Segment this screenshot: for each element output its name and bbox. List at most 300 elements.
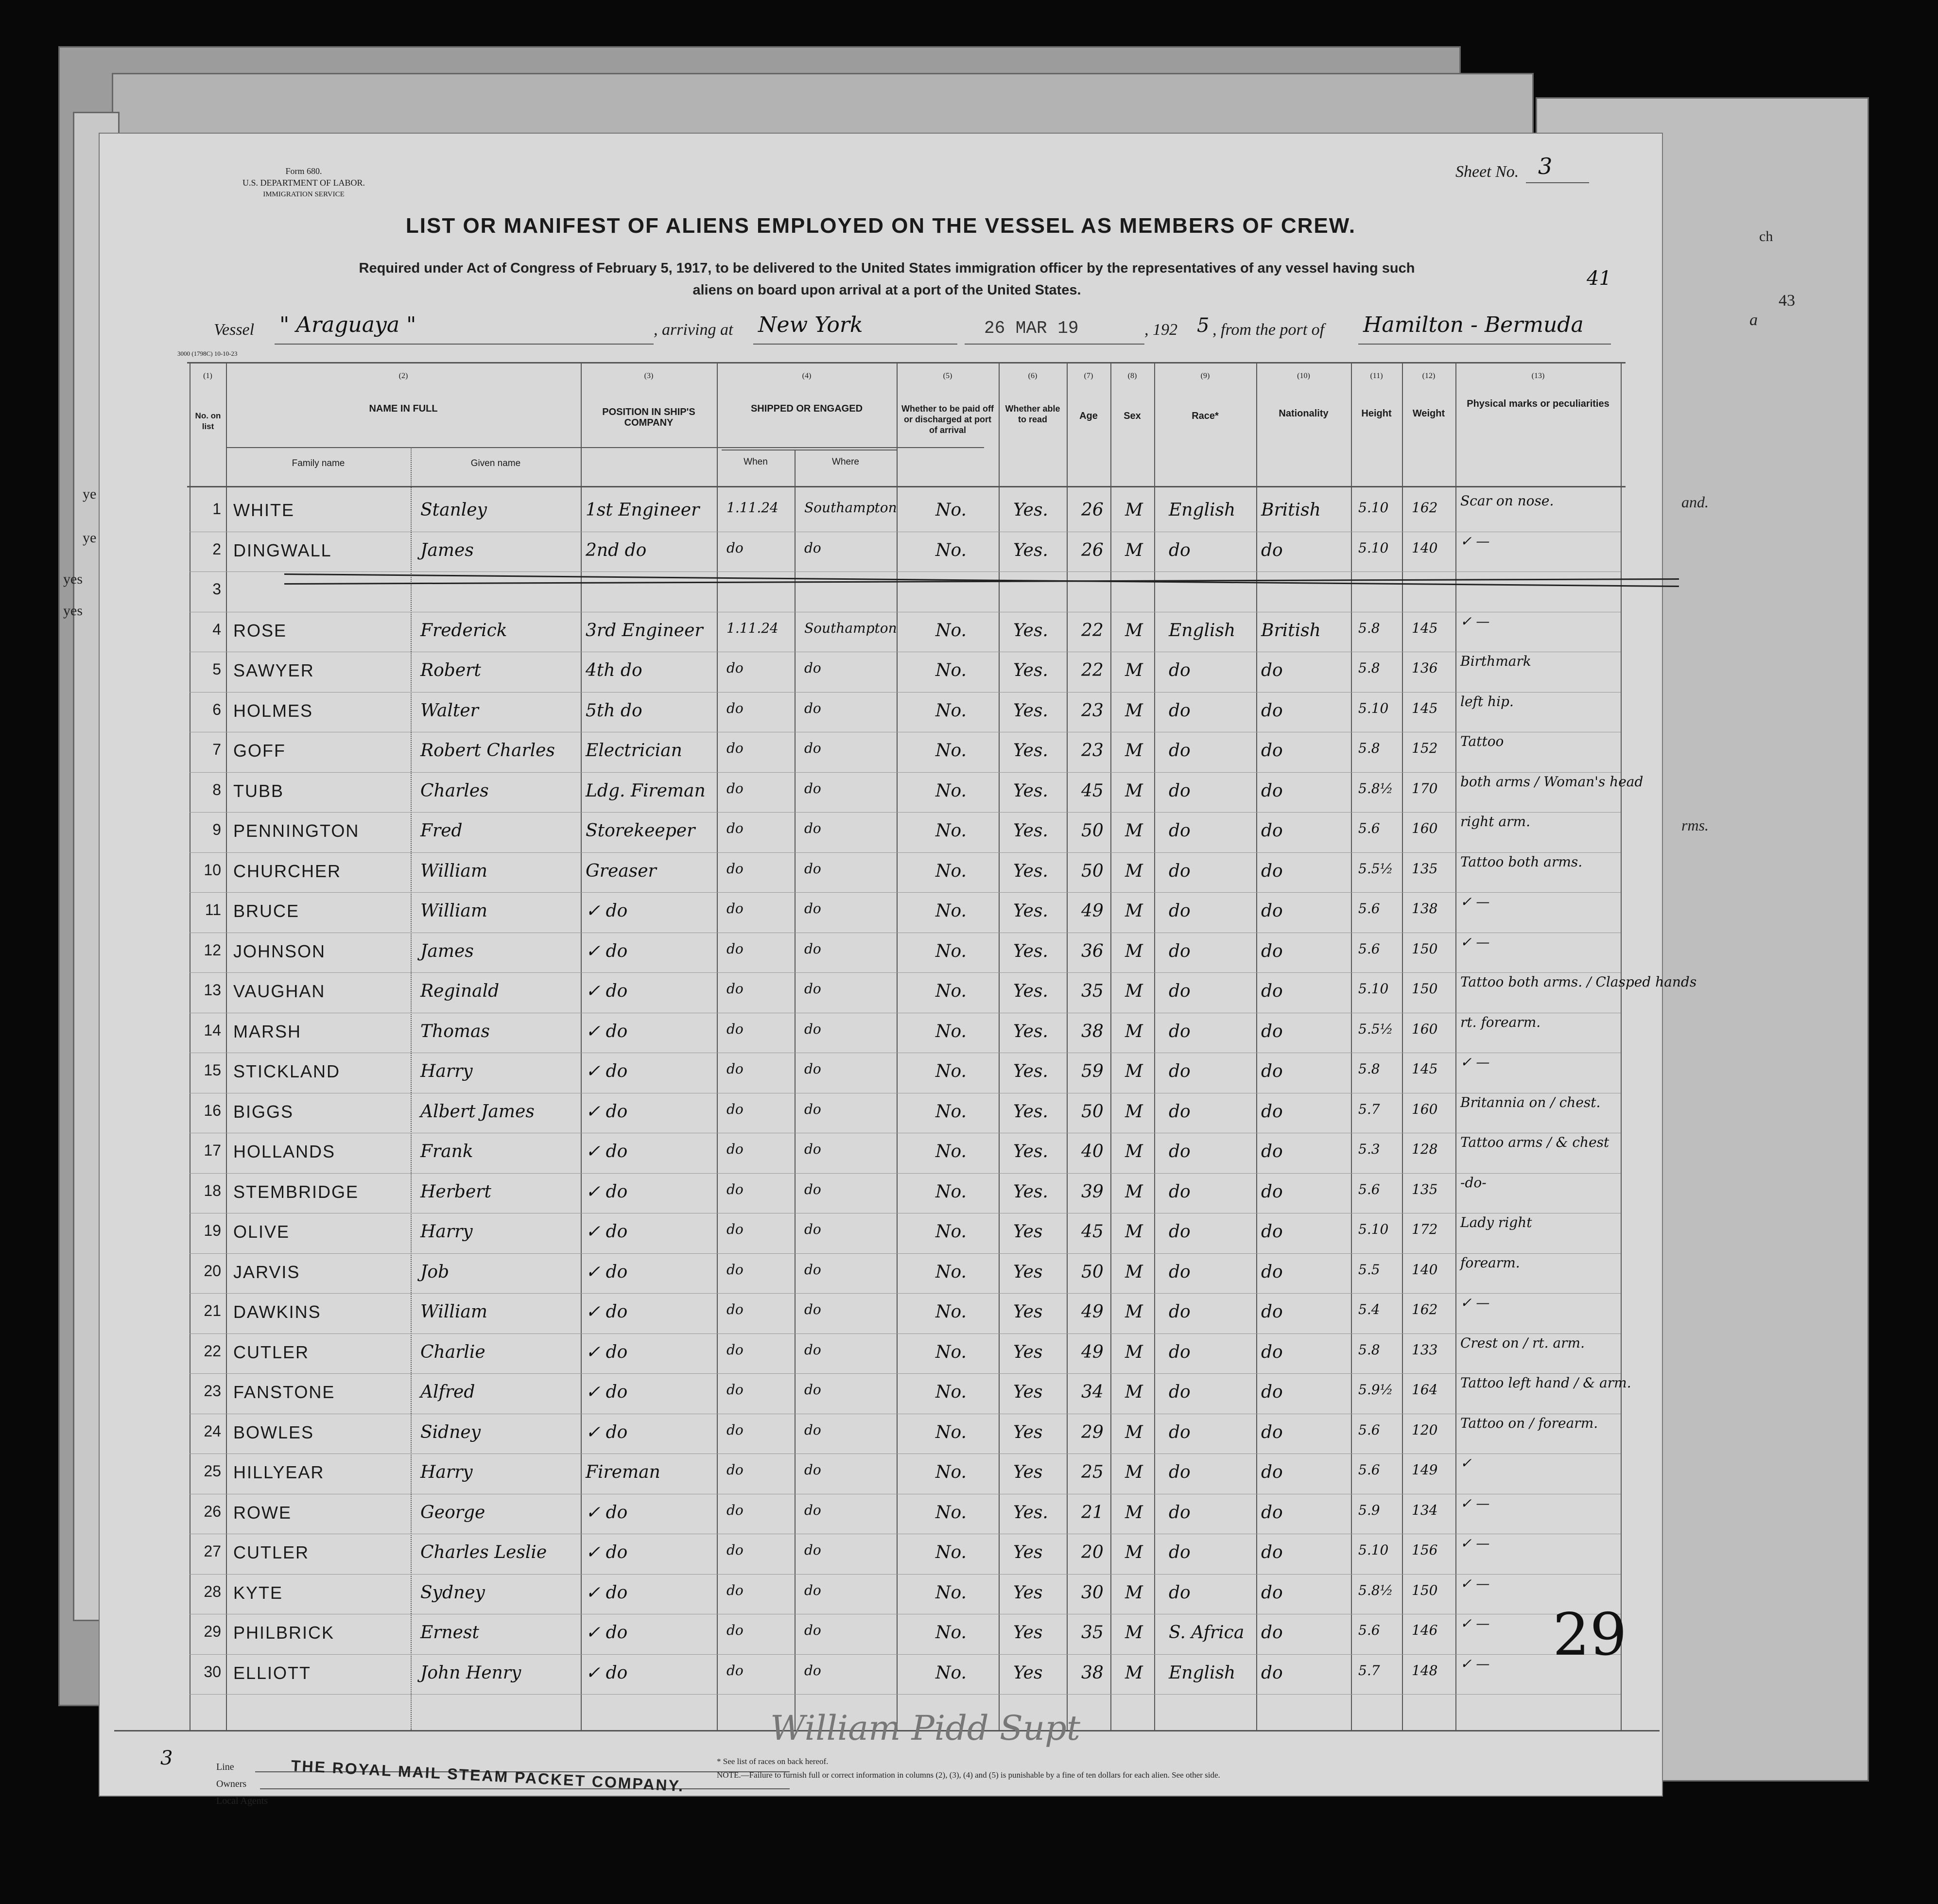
header-marks: Physical marks or peculiarities	[1467, 398, 1609, 409]
paid-off: No.	[935, 1582, 967, 1603]
weight: 160	[1412, 820, 1438, 836]
race: do	[1169, 1502, 1191, 1523]
family-name: BRUCE	[233, 901, 300, 921]
position: Fireman	[586, 1462, 660, 1482]
header-where: Where	[832, 457, 859, 467]
nationality: do	[1261, 981, 1283, 1001]
able-to-read: Yes.	[1013, 500, 1048, 520]
col-num: (4)	[802, 372, 812, 380]
table-row	[100, 1215, 1662, 1255]
row-rule	[190, 1293, 1621, 1294]
sheet-number: 3	[1538, 153, 1553, 179]
race: English	[1169, 500, 1236, 520]
paid-off: No.	[935, 941, 967, 961]
col-num: (10)	[1297, 372, 1310, 380]
table-row	[100, 1015, 1662, 1055]
able-to-read: Yes	[1013, 1422, 1043, 1442]
weight: 162	[1412, 500, 1438, 516]
weight: 150	[1412, 940, 1438, 957]
age: 39	[1081, 1181, 1104, 1202]
able-to-read: Yes.	[1013, 620, 1048, 640]
given-name: Fred	[420, 821, 463, 841]
row-rule	[190, 852, 1621, 853]
given-name: Harry	[420, 1462, 473, 1482]
position: ✓ do	[586, 1262, 628, 1282]
able-to-read: Yes.	[1013, 941, 1048, 961]
sex: M	[1125, 1302, 1143, 1322]
family-name: BIGGS	[233, 1101, 294, 1122]
table-row	[100, 1295, 1662, 1335]
sex: M	[1125, 700, 1143, 721]
sex: M	[1125, 981, 1143, 1001]
engaged-where: do	[804, 1181, 821, 1197]
paid-off: No.	[935, 1302, 967, 1322]
row-number: 25	[204, 1462, 221, 1480]
height: 5.6	[1358, 1181, 1380, 1197]
paid-off: No.	[935, 540, 967, 560]
engaged-where: do	[804, 740, 821, 756]
height: 5.5	[1358, 1261, 1380, 1278]
sex: M	[1125, 1342, 1143, 1362]
sex: M	[1125, 1422, 1143, 1442]
table-row	[100, 1255, 1662, 1295]
engaged-when: do	[727, 780, 744, 796]
engaged-where: do	[804, 1221, 821, 1237]
given-name: Charles	[420, 780, 489, 801]
table-row	[100, 1536, 1662, 1575]
given-name: William	[420, 1302, 488, 1322]
row-number: 29	[204, 1623, 221, 1640]
age: 38	[1081, 1662, 1104, 1683]
position: ✓ do	[586, 1061, 628, 1081]
able-to-read: Yes	[1013, 1342, 1043, 1362]
sex: M	[1125, 1502, 1143, 1523]
company-stamp: THE ROYAL MAIL STEAM PACKET COMPANY.	[291, 1757, 685, 1795]
physical-marks: left hip.	[1460, 693, 1514, 710]
family-name: MARSH	[233, 1021, 302, 1041]
nationality: do	[1261, 1582, 1283, 1603]
physical-marks: both arms / Woman's head	[1460, 773, 1644, 790]
paid-off: No.	[935, 1662, 967, 1683]
position: ✓ do	[586, 1502, 628, 1523]
row-rule	[190, 972, 1621, 973]
row-rule	[190, 571, 1621, 572]
table-row	[100, 534, 1662, 573]
paid-off: No.	[935, 1222, 967, 1242]
position: Electrician	[586, 741, 682, 761]
engaged-where: do	[804, 539, 821, 556]
engaged-where: do	[804, 900, 821, 917]
height: 5.10	[1358, 500, 1389, 516]
position: ✓ do	[586, 981, 628, 1001]
able-to-read: Yes.	[1013, 821, 1048, 841]
engaged-where: do	[804, 981, 821, 997]
row-rule	[190, 1373, 1621, 1374]
engaged-where: do	[804, 1622, 821, 1638]
position: ✓ do	[586, 1222, 628, 1242]
races-note: * See list of races on back hereof.	[717, 1757, 829, 1766]
paid-off: No.	[935, 1342, 967, 1362]
position: ✓ do	[586, 1623, 628, 1643]
given-name: Harry	[420, 1061, 473, 1081]
edge-text: and.	[1681, 493, 1709, 511]
height: 5.8½	[1358, 780, 1393, 796]
engaged-when: do	[727, 940, 744, 957]
age: 45	[1081, 1222, 1104, 1242]
engaged-where: do	[804, 1341, 821, 1358]
physical-marks: rt. forearm.	[1460, 1014, 1541, 1030]
able-to-read: Yes.	[1013, 700, 1048, 721]
header-given-name: Given name	[470, 458, 521, 468]
paid-off: No.	[935, 901, 967, 921]
race: do	[1169, 901, 1191, 921]
nationality: do	[1261, 1101, 1283, 1122]
able-to-read: Yes.	[1013, 1502, 1048, 1523]
height: 5.6	[1358, 1462, 1380, 1478]
race: do	[1169, 1302, 1191, 1322]
weight: 162	[1412, 1301, 1438, 1317]
age: 36	[1081, 941, 1104, 961]
weight: 149	[1412, 1462, 1438, 1478]
engaged-where: Southampton	[804, 620, 897, 636]
edge-number: 43	[1779, 292, 1795, 310]
physical-marks: Birthmark	[1460, 653, 1531, 669]
col-num: (1)	[203, 372, 212, 380]
row-number: 17	[204, 1142, 221, 1159]
physical-marks: ✓ —	[1460, 1054, 1490, 1070]
table-row	[100, 1175, 1662, 1215]
physical-marks: ✓ —	[1460, 894, 1490, 910]
given-name: Sydney	[420, 1582, 485, 1603]
height: 5.6	[1358, 900, 1380, 917]
header-age: Age	[1079, 411, 1098, 421]
race: do	[1169, 1462, 1191, 1482]
row-rule	[190, 892, 1621, 893]
weight: 150	[1412, 981, 1438, 997]
engaged-when: do	[727, 900, 744, 917]
line-label: Line	[216, 1762, 234, 1772]
margin-number: 41	[1587, 267, 1611, 290]
race: do	[1169, 1262, 1191, 1282]
weight: 140	[1412, 539, 1438, 556]
given-name: Job	[420, 1262, 450, 1282]
family-name: HOLMES	[233, 700, 313, 721]
given-name: John Henry	[420, 1662, 521, 1683]
race: do	[1169, 941, 1191, 961]
row-number: 3	[212, 580, 221, 598]
able-to-read: Yes.	[1013, 1181, 1048, 1202]
row-number: 12	[204, 941, 221, 959]
family-name: ROSE	[233, 620, 287, 640]
age: 40	[1081, 1142, 1104, 1161]
family-name: JOHNSON	[233, 941, 326, 961]
header-no-on-list: No. on list	[195, 411, 221, 431]
height: 5.6	[1358, 1421, 1380, 1438]
vessel-name: " Araguaya "	[279, 312, 416, 337]
age: 35	[1081, 1623, 1104, 1643]
table-row	[100, 935, 1662, 974]
sex: M	[1125, 780, 1143, 801]
paid-off: No.	[935, 1021, 967, 1041]
edge-text: yes	[63, 603, 83, 619]
age: 50	[1081, 861, 1104, 881]
given-name: Walter	[420, 700, 479, 721]
nationality: do	[1261, 1502, 1283, 1523]
weight: 148	[1412, 1662, 1438, 1679]
given-name: George	[420, 1502, 485, 1523]
physical-marks: Crest on / rt. arm.	[1460, 1334, 1585, 1351]
able-to-read: Yes.	[1013, 1101, 1048, 1122]
age: 50	[1081, 1262, 1104, 1282]
physical-marks: Tattoo on / forearm.	[1460, 1415, 1598, 1431]
row-number: 2	[212, 540, 221, 558]
sex: M	[1125, 1582, 1143, 1603]
row-rule	[190, 1654, 1621, 1655]
row-number: 9	[212, 821, 221, 838]
engaged-where: do	[804, 780, 821, 796]
physical-marks: ✓	[1460, 1455, 1472, 1471]
race: do	[1169, 741, 1191, 761]
engaged-when: do	[727, 1582, 744, 1598]
position: ✓ do	[586, 1302, 628, 1322]
engaged-where: do	[804, 1502, 821, 1518]
physical-marks: ✓ —	[1460, 934, 1490, 950]
position: 5th do	[586, 700, 642, 721]
race: do	[1169, 981, 1191, 1001]
sex: M	[1125, 1382, 1143, 1402]
family-name: BOWLES	[233, 1422, 314, 1442]
race: do	[1169, 660, 1191, 680]
family-name: TUBB	[233, 780, 284, 801]
race: do	[1169, 1222, 1191, 1242]
paid-off: No.	[935, 741, 967, 761]
nationality: British	[1261, 620, 1321, 640]
sex: M	[1125, 941, 1143, 961]
crew-table	[100, 134, 1697, 1796]
paid-off: No.	[935, 1181, 967, 1202]
col-num: (7)	[1084, 372, 1093, 380]
height: 5.8	[1358, 620, 1380, 636]
weight: 140	[1412, 1261, 1438, 1278]
engaged-when: do	[727, 1141, 744, 1157]
paid-off: No.	[935, 1382, 967, 1402]
engaged-when: do	[727, 1101, 744, 1117]
edge-text: yes	[63, 571, 83, 587]
owners-label: Owners	[216, 1779, 247, 1789]
family-name: KYTE	[233, 1582, 283, 1603]
age: 30	[1081, 1582, 1104, 1603]
print-code: 3000 (1798C) 10-10-23	[177, 350, 238, 357]
physical-marks: forearm.	[1460, 1254, 1520, 1271]
weight: 150	[1412, 1582, 1438, 1598]
row-rule	[190, 1574, 1621, 1575]
row-number: 24	[204, 1422, 221, 1440]
row-number: 11	[205, 901, 221, 918]
col-num: (13)	[1531, 372, 1545, 380]
physical-marks: ✓ —	[1460, 1495, 1490, 1511]
age: 45	[1081, 780, 1104, 801]
physical-marks: Tattoo arms / & chest	[1460, 1134, 1609, 1150]
edge-text: a	[1749, 311, 1758, 329]
physical-marks: ✓ —	[1460, 613, 1490, 629]
sex: M	[1125, 1021, 1143, 1041]
family-name: PENNINGTON	[233, 821, 360, 841]
race: do	[1169, 1382, 1191, 1402]
given-name: Alfred	[420, 1382, 475, 1402]
nationality: do	[1261, 1662, 1283, 1683]
engaged-where: do	[804, 1582, 821, 1598]
height: 5.5½	[1358, 1021, 1393, 1037]
engaged-when: 1.11.24	[727, 500, 779, 516]
nationality: do	[1261, 1302, 1283, 1322]
engaged-when: do	[727, 700, 744, 716]
engaged-where: do	[804, 1141, 821, 1157]
nationality: do	[1261, 1181, 1283, 1202]
table-row	[100, 1375, 1662, 1415]
position: ✓ do	[586, 1582, 628, 1603]
given-name: Charles Leslie	[420, 1542, 547, 1562]
physical-marks: Tattoo left hand / & arm.	[1460, 1375, 1631, 1391]
table-row	[100, 774, 1662, 814]
row-number: 26	[204, 1502, 221, 1520]
weight: 135	[1412, 860, 1438, 877]
departure-port: Hamilton - Bermuda	[1363, 312, 1584, 337]
engaged-where: do	[804, 820, 821, 836]
position: ✓ do	[586, 1662, 628, 1683]
engaged-where: do	[804, 1261, 821, 1278]
given-name: Herbert	[420, 1181, 491, 1202]
department: U.S. DEPARTMENT OF LABOR.	[242, 178, 365, 188]
engaged-when: do	[727, 1382, 744, 1398]
row-number: 16	[204, 1101, 221, 1119]
physical-marks: ✓ —	[1460, 1655, 1490, 1672]
sex: M	[1125, 861, 1143, 881]
nationality: do	[1261, 1061, 1283, 1081]
sheet-label: Sheet No.	[1455, 163, 1519, 181]
nationality: do	[1261, 780, 1283, 801]
sex: M	[1125, 821, 1143, 841]
position: ✓ do	[586, 1101, 628, 1122]
page-title: LIST OR MANIFEST OF ALIENS EMPLOYED ON THE VESSEL AS MEMBERS OF CREW.	[405, 214, 1356, 238]
sex: M	[1125, 1101, 1143, 1122]
weight: 120	[1412, 1421, 1438, 1438]
col-num: (11)	[1370, 372, 1383, 380]
row-rule	[190, 812, 1621, 813]
engaged-where: do	[804, 940, 821, 957]
rule	[260, 1788, 790, 1789]
height: 5.7	[1358, 1101, 1380, 1117]
table-row	[100, 654, 1662, 693]
age: 34	[1081, 1382, 1104, 1402]
penalty-note: NOTE.—Failure to furnish full or correct information in columns (2), (3), (4) and (5) is punishable by a fine of ten dollars for each alien. See other side.	[717, 1770, 1220, 1780]
col-num: (2)	[398, 372, 408, 380]
row-number: 6	[212, 700, 221, 718]
row-number: 15	[204, 1061, 221, 1079]
height: 5.10	[1358, 1542, 1389, 1558]
weight: 170	[1412, 780, 1438, 796]
paid-off: No.	[935, 500, 967, 520]
header-position: POSITION IN SHIP'S COMPANY	[602, 407, 695, 428]
able-to-read: Yes.	[1013, 780, 1048, 801]
row-number: 27	[204, 1542, 221, 1560]
row-number: 20	[204, 1262, 221, 1280]
physical-marks: ✓ —	[1460, 1535, 1490, 1551]
family-name: CUTLER	[233, 1342, 310, 1362]
engaged-where: do	[804, 1101, 821, 1117]
weight: 134	[1412, 1502, 1438, 1518]
sex: M	[1125, 1662, 1143, 1683]
family-name: FANSTONE	[233, 1382, 335, 1402]
height: 5.8	[1358, 740, 1380, 756]
row-number: 14	[204, 1021, 221, 1039]
paid-off: No.	[935, 1462, 967, 1482]
engaged-when: do	[727, 1502, 744, 1518]
nationality: do	[1261, 741, 1283, 761]
nationality: do	[1261, 1342, 1283, 1362]
year-label: , 192	[1144, 321, 1177, 339]
row-number: 4	[212, 620, 221, 638]
row-rule	[190, 1173, 1621, 1174]
weight: 145	[1412, 700, 1438, 716]
row-number: 21	[204, 1302, 221, 1319]
engaged-when: do	[727, 820, 744, 836]
vessel-label: Vessel	[214, 321, 255, 339]
physical-marks: Lady right	[1460, 1214, 1532, 1230]
table-row	[100, 734, 1662, 774]
service: IMMIGRATION SERVICE	[263, 190, 345, 198]
position: ✓ do	[586, 1342, 628, 1362]
paid-off: No.	[935, 1142, 967, 1161]
age: 26	[1081, 540, 1104, 560]
row-rule	[190, 1694, 1621, 1695]
physical-marks: ✓ —	[1460, 1295, 1490, 1311]
nationality: do	[1261, 901, 1283, 921]
row-number: 22	[204, 1342, 221, 1360]
header-name: NAME IN FULL	[369, 403, 438, 414]
able-to-read: Yes.	[1013, 901, 1048, 921]
physical-marks: ✓ —	[1460, 1575, 1490, 1592]
engaged-where: do	[804, 1542, 821, 1558]
age: 50	[1081, 821, 1104, 841]
sex: M	[1125, 540, 1143, 560]
sex: M	[1125, 1262, 1143, 1282]
paid-off: No.	[935, 981, 967, 1001]
weight: 152	[1412, 740, 1438, 756]
sex: M	[1125, 901, 1143, 921]
engaged-where: do	[804, 1662, 821, 1679]
family-name: DINGWALL	[233, 540, 332, 560]
family-name: VAUGHAN	[233, 981, 326, 1001]
position: ✓ do	[586, 941, 628, 961]
date-stamp: 26 MAR 19	[984, 318, 1079, 338]
agents-label: Local Agents	[216, 1796, 268, 1806]
able-to-read: Yes	[1013, 1302, 1043, 1322]
edge-text: ye	[83, 486, 97, 502]
able-to-read: Yes	[1013, 1222, 1043, 1242]
engaged-where: do	[804, 700, 821, 716]
sex: M	[1125, 1542, 1143, 1562]
subtitle: aliens on board upon arrival at a port of the United States.	[692, 282, 1081, 298]
age: 50	[1081, 1101, 1104, 1122]
height: 5.4	[1358, 1301, 1380, 1317]
height: 5.9	[1358, 1502, 1380, 1518]
engaged-when: do	[727, 981, 744, 997]
age: 29	[1081, 1422, 1104, 1442]
weight: 128	[1412, 1141, 1438, 1157]
given-name: Sidney	[420, 1422, 481, 1442]
tally-count: 29	[1553, 1601, 1627, 1669]
family-name: STICKLAND	[233, 1061, 341, 1081]
